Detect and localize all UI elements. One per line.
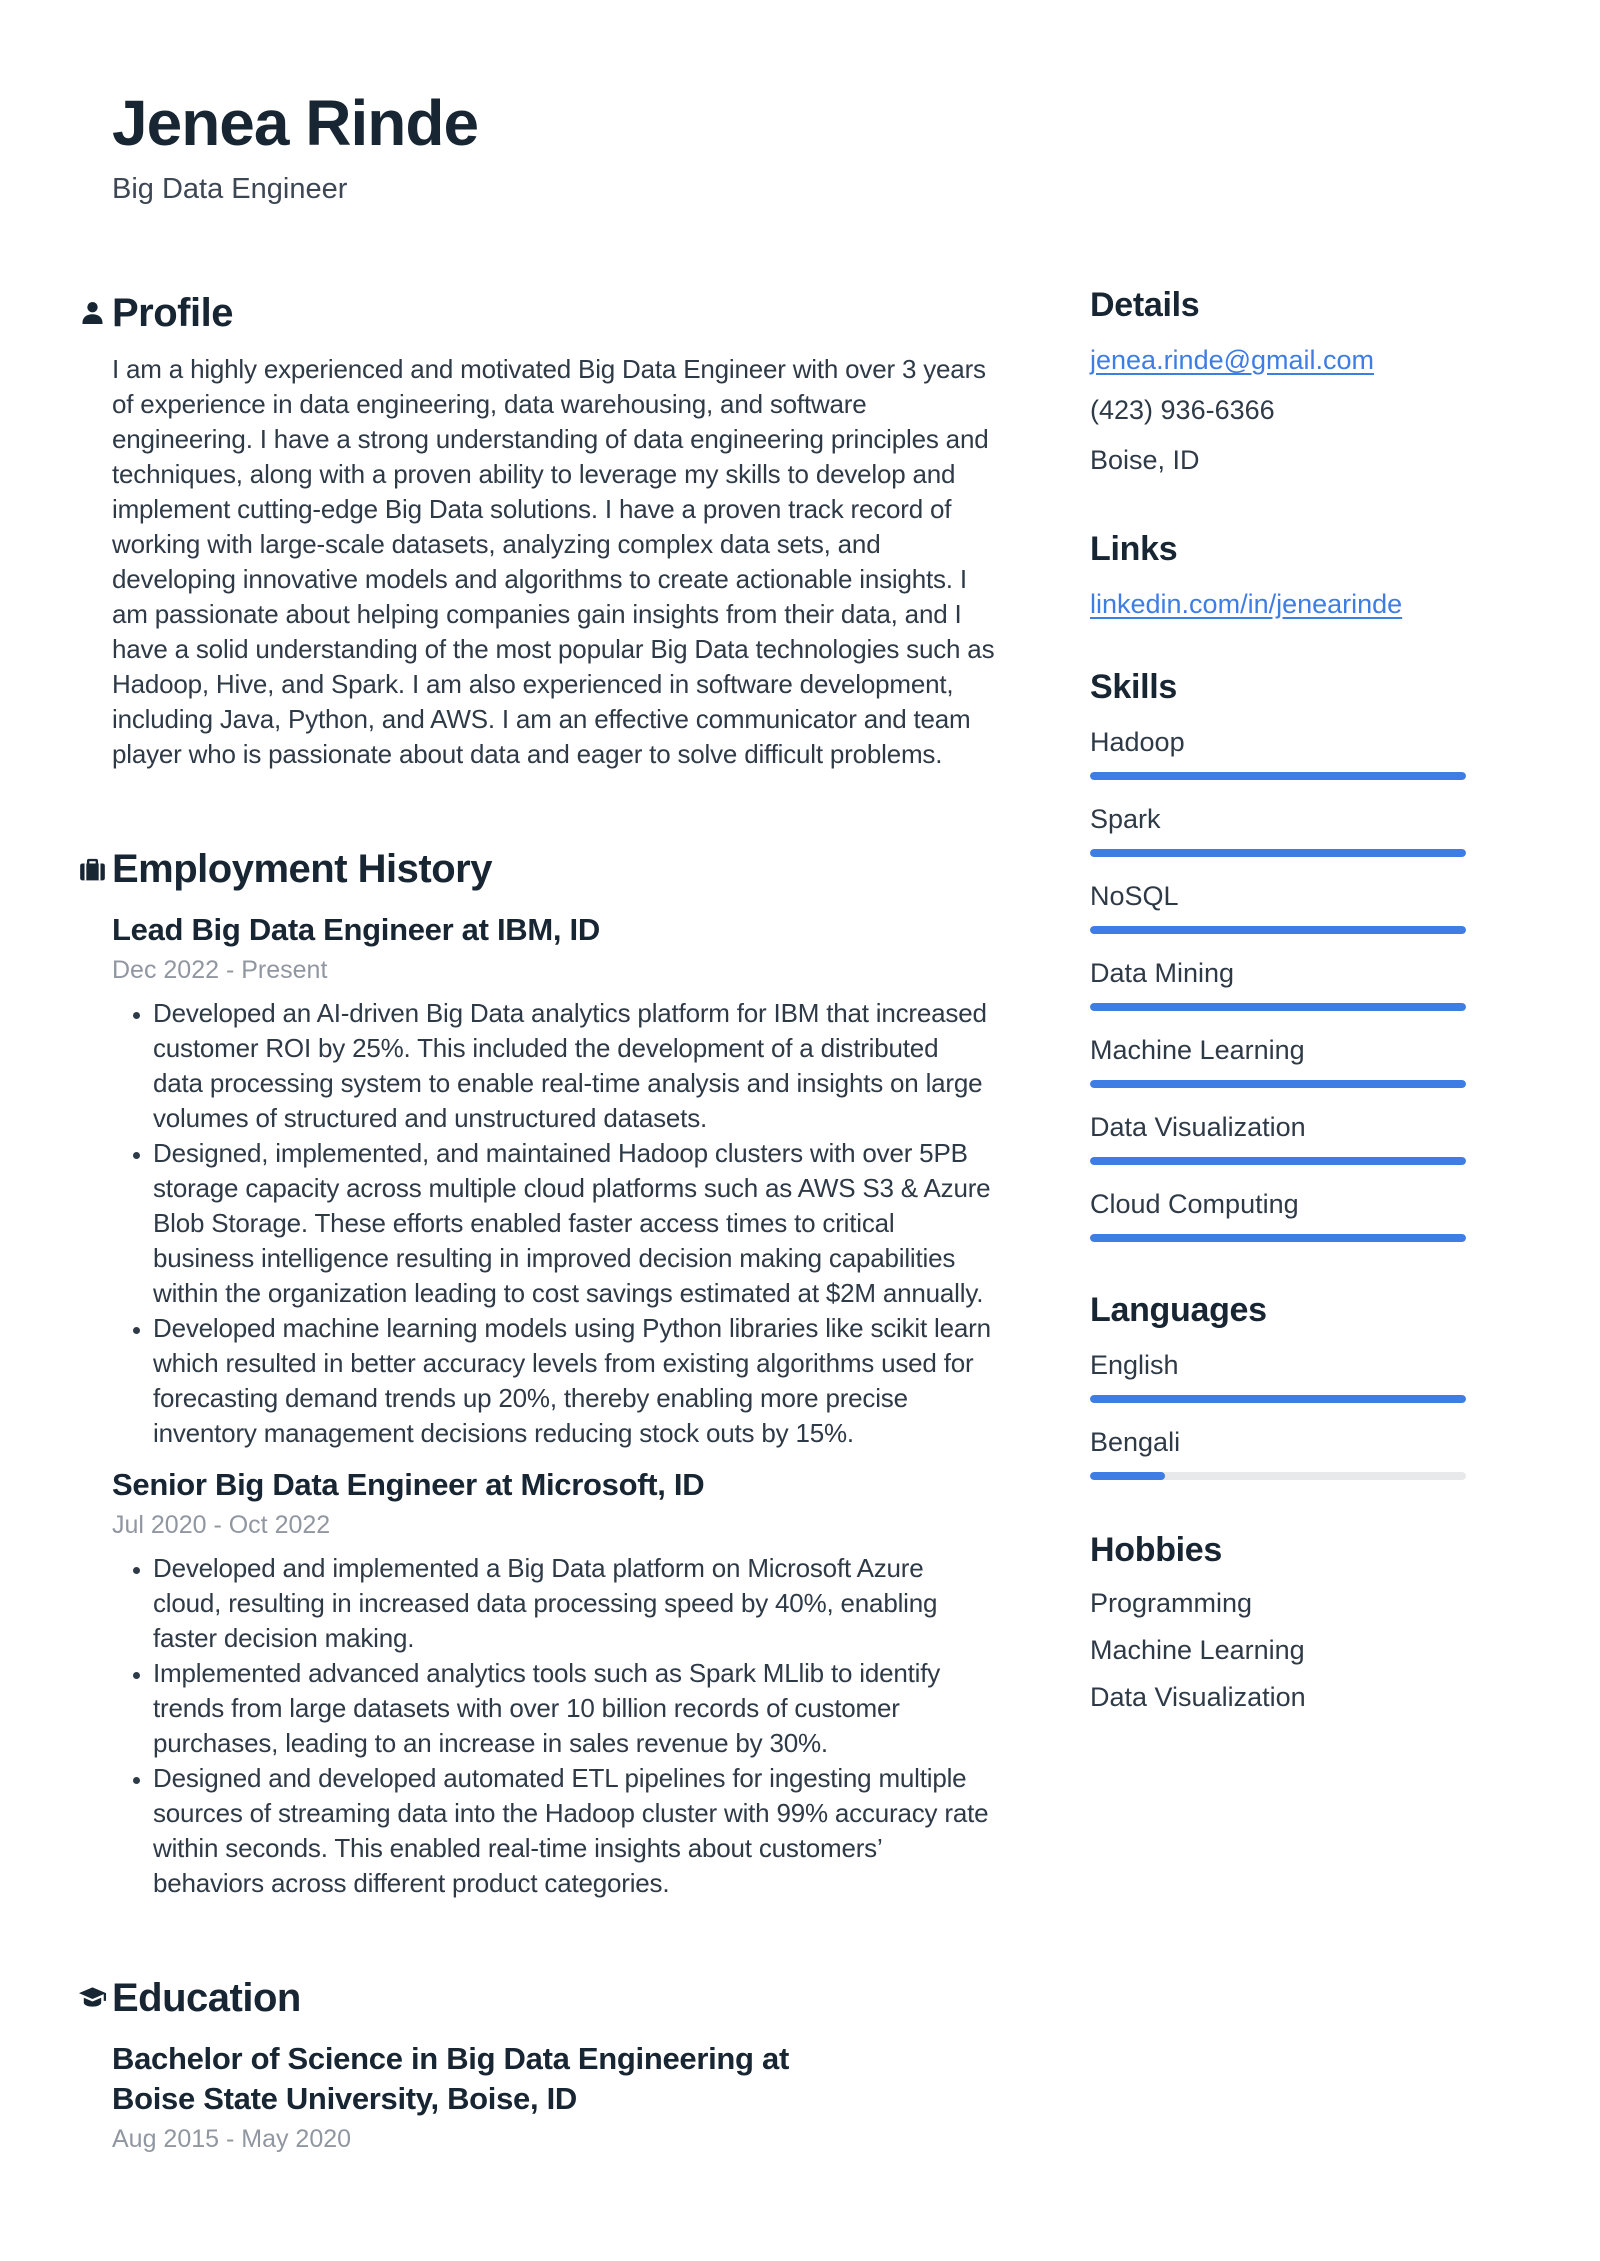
hobbies-heading: Hobbies [1090,1531,1223,1569]
language-label: Bengali [1090,1427,1181,1457]
candidate-name: Jenea Rinde [112,87,479,159]
skill-meter [1090,772,1466,780]
education-entry [112,2039,995,2155]
skill-label: Data Visualization [1090,1112,1306,1142]
profile-summary: I am a highly experienced and motivated Big Data Engineer with over 3 years of experience in data engineering, data warehousing, and software engineering. I have a strong understanding of data engineering principles and techniques, along with a proven ability to leverage my skills to develop and implement cutting-edge Big Data solutions. I have a proven track record of working with large-scale datasets, analyzing complex data sets, and developing innovative models and algorithms to create actionable insights. I am passionate about helping companies gain insights from their data, and I have a solid understanding of the most popular Big Data technologies such as Hadoop, Hive, and Spark. I am also experienced in software development, including Java, Python, and AWS. I am an effective communicator and team player who is passionate about data and eager to solve difficult problems. [112,354,995,769]
skill-label: Machine Learning [1090,1035,1305,1065]
skill-item [1090,1110,1466,1165]
linkedin-link[interactable]: linkedin.com/in/jenearinde [1090,589,1403,619]
skill-meter-fill [1090,926,1466,934]
skill-meter-fill [1090,1157,1466,1165]
education-heading [78,1973,995,2023]
phone-number: (423) 936-6366 [1090,395,1275,425]
job-entry [112,1465,995,1901]
languages-heading: Languages [1090,1291,1267,1329]
job-bullet: • Developed and implemented a Big Data platform on Microsoft Azure cloud, resulting in increased data processing speed by 40%, enabling faster decision making. [153,1551,995,1656]
skill-item [1090,1187,1466,1242]
skills-heading: Skills [1090,668,1178,706]
skill-meter-fill [1090,1234,1466,1242]
job-dates: Dec 2022 - Present [112,956,328,984]
details-heading: Details [1090,286,1200,324]
skill-item [1090,1033,1466,1088]
skill-meter-fill [1090,1003,1466,1011]
links-heading: Links [1090,530,1178,568]
profile-heading [78,288,995,338]
job-title: Senior Big Data Engineer at Microsoft, ID [112,1467,705,1502]
language-meter [1090,1395,1466,1403]
hobby-item: Data Visualization [1090,1682,1306,1712]
skill-meter-fill [1090,772,1466,780]
education-section [78,1973,995,2155]
language-meter [1090,1472,1466,1480]
job-bullet: • Implemented advanced analytics tools such as Spark MLlib to identify trends from large datasets with over 10 billion records of customer purchases, leading to an increase in sales revenue by 30%. [153,1656,995,1761]
email-link[interactable]: jenea.rinde@gmail.com [1090,345,1375,375]
main-column [78,0,995,2155]
job-title: Lead Big Data Engineer at IBM, ID [112,912,600,947]
job-bullet-list [112,996,995,1451]
language-meter-fill [1090,1395,1466,1403]
candidate-job-title: Big Data Engineer [112,173,348,205]
skill-label: Spark [1090,804,1161,834]
language-item [1090,1348,1466,1403]
skill-meter [1090,1080,1466,1088]
skill-meter [1090,849,1466,857]
skill-meter-fill [1090,1080,1466,1088]
skill-meter [1090,1003,1466,1011]
job-bullet-list [112,1551,995,1901]
location-text: Boise, ID [1090,445,1200,475]
profile-heading-label: Profile [112,291,233,335]
job-dates: Jul 2020 - Oct 2022 [112,1511,331,1539]
job-bullet: • Developed machine learning models using Python libraries like scikit learn which resulted in better accuracy levels from existing algorithms used for forecasting demand trends up 20%, thereby enabling more precise inventory management decisions reducing stock outs by 15%. [153,1311,995,1451]
education-heading-label: Education [112,1976,301,2020]
skill-label: Data Mining [1090,958,1235,988]
resume-header [112,0,995,208]
skill-item [1090,956,1466,1011]
skill-meter [1090,926,1466,934]
employment-section [78,844,995,1901]
job-entry [112,910,995,1451]
skill-label: Hadoop [1090,727,1185,757]
profile-section [78,288,995,772]
sidebar-column [1090,0,1466,1727]
briefcase-icon [78,855,112,884]
hobby-item: Programming [1090,1588,1253,1618]
language-item [1090,1425,1466,1480]
skill-meter-fill [1090,849,1466,857]
skills-list [1090,725,1466,1242]
degree-title: Bachelor of Science in Big Data Engineering at Boise State University, Boise, ID [112,2041,789,2116]
hobby-item: Machine Learning [1090,1635,1305,1665]
person-icon [78,299,112,328]
job-bullet: • Developed an AI-driven Big Data analytics platform for IBM that increased customer ROI by 25%. This included the development of a distributed data processing system to enable real-time analysis and insights on large volumes of structured and unstructured datasets. [153,996,995,1136]
employment-heading [78,844,995,894]
job-bullet: • Designed, implemented, and maintained Hadoop clusters with over 5PB storage capacity across multiple cloud platforms such as AWS S3 & Azure Blob Storage. These efforts enabled faster access times to critical business intelligence resulting in improved decision making capabilities within the organization leading to cost savings estimated at $2M annually. [153,1136,995,1311]
skill-label: Cloud Computing [1090,1189,1299,1219]
hobbies-list [1090,1586,1466,1714]
skill-item [1090,725,1466,780]
skill-label: NoSQL [1090,881,1179,911]
language-meter-fill [1090,1472,1165,1480]
education-dates: Aug 2015 - May 2020 [112,2125,352,2153]
skill-meter [1090,1157,1466,1165]
language-label: English [1090,1350,1179,1380]
skill-meter [1090,1234,1466,1242]
skill-item [1090,802,1466,857]
graduation-cap-icon [78,1984,112,2013]
job-bullet: • Designed and developed automated ETL pipelines for ingesting multiple sources of streaming data into the Hadoop cluster with 99% accuracy rate within seconds. This enabled real-time insights about customers’ behaviors across different product categories. [153,1761,995,1901]
languages-list [1090,1348,1466,1480]
employment-heading-label: Employment History [112,847,492,891]
skill-item [1090,879,1466,934]
